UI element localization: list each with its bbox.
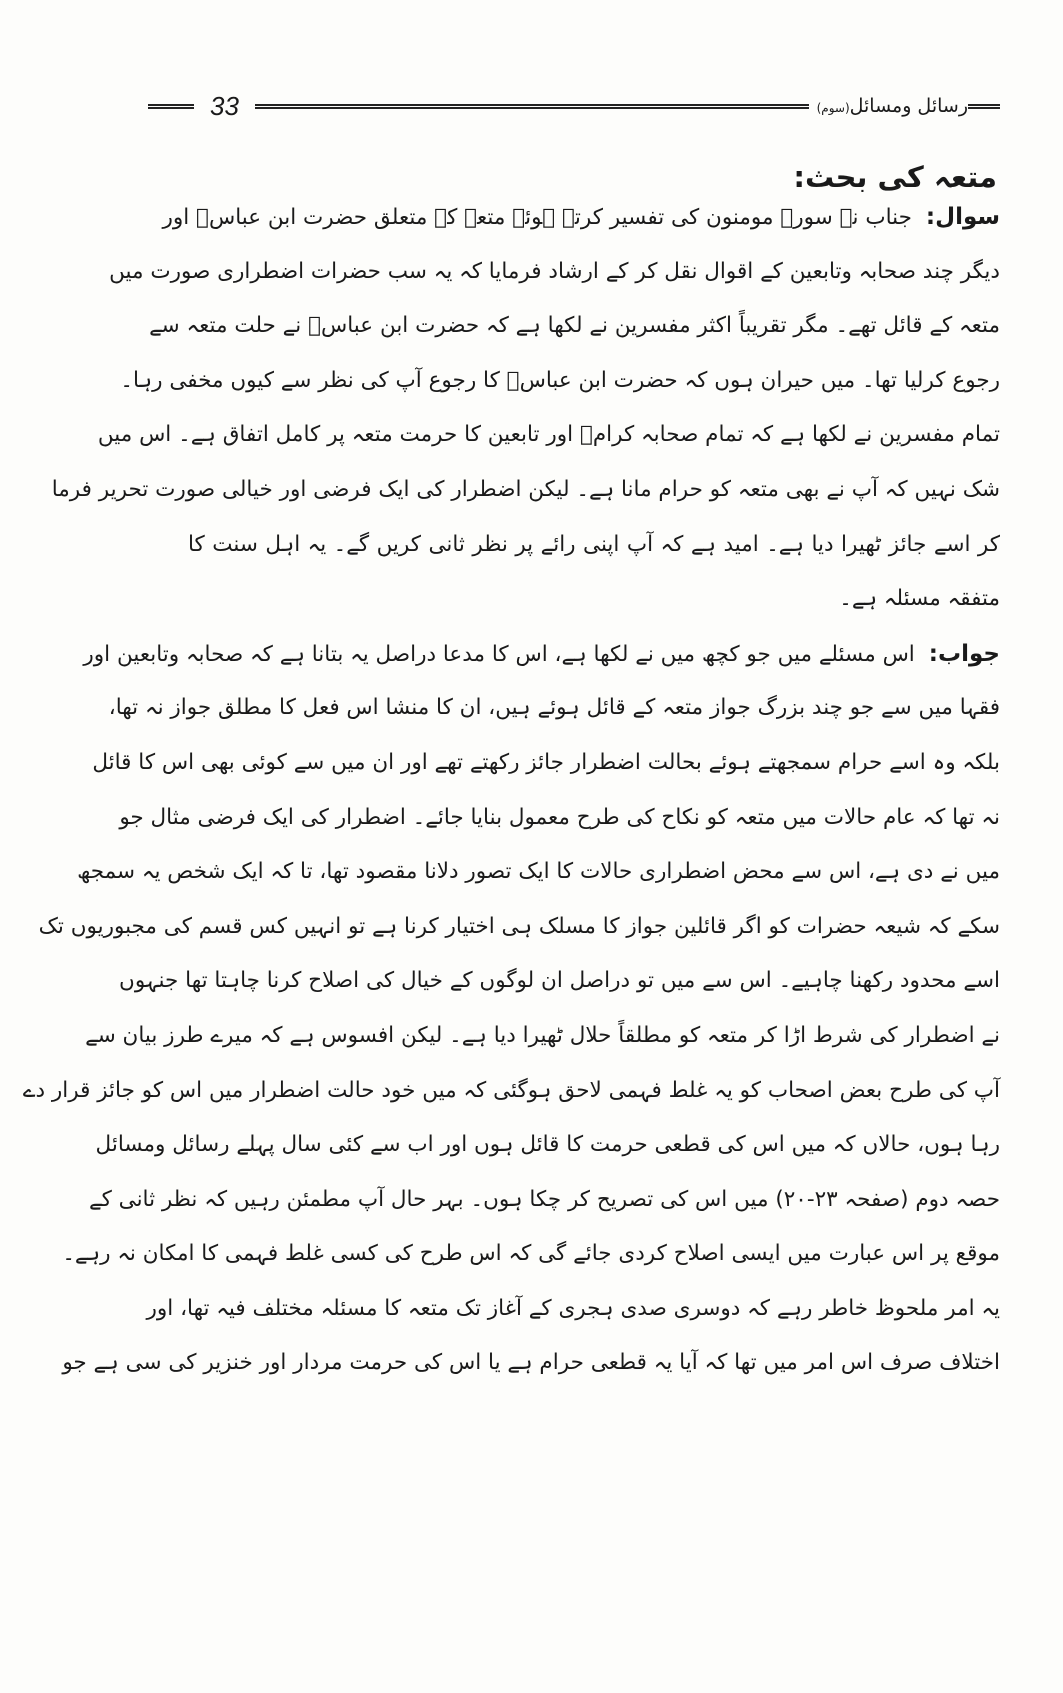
answer-line: آپ کی طرح بعض اصحاب کو یہ غلط فہمی لاحق ہوگئی کہ میں خود حالت اضطرار میں اس کو جائز قرار دے (22, 1077, 1000, 1103)
question-line: متفقہ مسئلہ ہے۔ (839, 586, 1000, 612)
answer-line: سکے کہ شیعہ حضرات کو اگر قائلین جواز کا مسلک ہی اختیار کرنا ہے تو انہیں کس قسم کی مجبوریوں تک (38, 913, 1000, 939)
answer-line: نہ تھا کہ عام حالات میں متعہ کو نکاح کی طرح معمول بنایا جائے۔ اضطرار کی ایک فرضی مثال جو (119, 804, 1000, 830)
question-line (162, 190, 1000, 245)
answer-line: رہا ہوں، حالاں کہ میں اس کی قطعی حرمت کا قائل ہوں اور اب سے کئی سال پہلے رسائل ومسائل (95, 1132, 1000, 1158)
question-line: رجوع کرلیا تھا۔ میں حیران ہوں کہ حضرت ابن عباسؓ کا رجوع آپ کی نظر سے کیوں مخفی رہا۔ (120, 367, 1000, 393)
text: اس مسئلے میں جو کچھ میں نے لکھا ہے، اس کا مدعا دراصل یہ بتانا ہے کہ صحابہ وتابعین اور (83, 641, 915, 667)
text: جناب نے سورہ مومنون کی تفسیر کرتے ہوئے متعہ کے متعلق حضرت ابن عباسؓ اور (162, 205, 912, 230)
answer-line: نے اضطرار کی شرط اڑا کر متعہ کو مطلقاً حلال ٹھیرا دیا ہے۔ لیکن افسوس ہے کہ میرے طرز بیان سے (85, 1022, 1000, 1048)
running-title (817, 95, 968, 117)
volume-label: (سوم) (816, 101, 850, 115)
closing-line: اختلاف صرف اس امر میں تھا کہ آیا یہ قطعی حرام ہے یا اس کی حرمت مردار اور خنزیر کی سی ہے جو (62, 1350, 1000, 1376)
question-label: سوال: (925, 204, 1000, 230)
answer-line: میں نے دی ہے، اس سے محض اضطراری حالات کا ایک تصور دلانا مقصود تھا، تا کہ ایک شخص یہ سمجھ (77, 859, 1000, 885)
book-title: رسائل ومسائل (849, 95, 968, 117)
question-line: شک نہیں کہ آپ نے بھی متعہ کو حرام مانا ہے۔ لیکن اضطرار کی ایک فرضی اور خیالی صورت تحریر فرما (51, 476, 1000, 502)
question-line: تمام مفسرین نے لکھا ہے کہ تمام صحابہ کرامؓ اور تابعین کا حرمت متعہ پر کامل اتفاق ہے۔ اس میں (97, 422, 1000, 448)
question-line: متعہ کے قائل تھے۔ مگر تقریباً اکثر مفسرین نے لکھا ہے کہ حضرت ابن عباسؓ نے حلت متعہ سے (149, 313, 1000, 339)
header-rule-left (148, 104, 194, 109)
section-heading: متعہ کی بحث: (793, 160, 997, 194)
page-body (22, 190, 1000, 1391)
answer-line: حصہ دوم (صفحہ ۲۳-۲۰) میں اس کی تصریح کر چکا ہوں۔ بہر حال آپ مطمئن رہیں کہ نظر ثانی کے (88, 1186, 1000, 1212)
answer-line: اسے محدود رکھنا چاہیے۔ اس سے میں تو دراصل ان لوگوں کے خیال کی اصلاح کرنا چاہتا تھا جنہوں (119, 968, 1000, 994)
answer-line: فقہا میں سے جو چند بزرگ جواز متعہ کے قائل ہوئے ہیں، ان کا منشا اس فعل کا مطلق جواز نہ تھا، (108, 695, 1000, 721)
header-rule-middle (255, 104, 809, 109)
answer-line: بلکہ وہ اسے حرام سمجھتے ہوئے بحالت اضطرار جائز رکھتے تھے اور ان میں سے کوئی بھی اس کا قائل (92, 749, 1000, 775)
answer-label: جواب: (928, 640, 1000, 667)
answer-line: موقع پر اس عبارت میں ایسی اصلاح کردی جائے گی کہ اس طرح کی کسی غلط فہمی کا امکان نہ رہے۔ (62, 1241, 1000, 1267)
question-line: کر اسے جائز ٹھیرا دیا ہے۔ امید ہے کہ آپ اپنی رائے پر نظر ثانی کریں گے۔ یہ اہل سنت کا (188, 531, 1000, 557)
page-header (148, 88, 1000, 124)
answer-line (83, 627, 1000, 682)
page-number: 33 (210, 90, 239, 121)
header-rule-right (968, 104, 1000, 109)
closing-line: یہ امر ملحوظ خاطر رہے کہ دوسری صدی ہجری کے آغاز تک متعہ کا مسئلہ مختلف فیہ تھا، اور (146, 1295, 1000, 1321)
question-line: دیگر چند صحابہ وتابعین کے اقوال نقل کر کے ارشاد فرمایا کہ یہ سب حضرات اضطراری صورت میں (109, 258, 1000, 284)
